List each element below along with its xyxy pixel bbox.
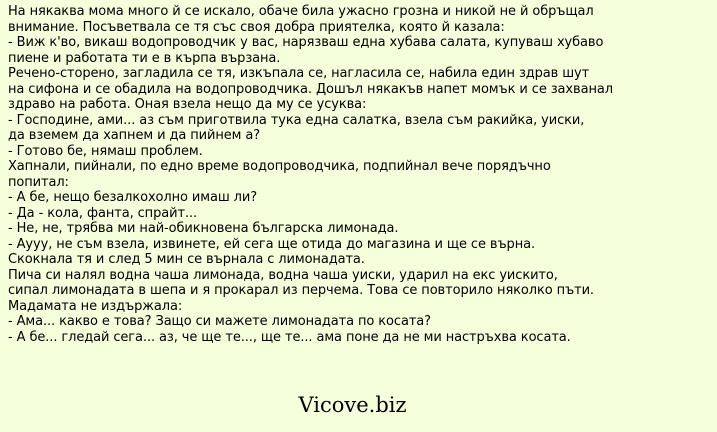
joke-line: Мадамата не издържала: [8, 298, 183, 314]
joke-line: - Да - кола, фанта, спрайт... [8, 205, 198, 221]
joke-line: внимание. Посъветвала се тя със своя добра приятелка, която й казала: [8, 19, 505, 35]
joke-line: - А бе, нещо безалкохолно имаш ли? [8, 190, 258, 205]
joke-line: сипал лимонадата в шепа и я прокарал из перчема. Това се повторило няколко пъти. [8, 283, 594, 298]
joke-line: да вземем да хапнем и да пийнем а? [8, 128, 261, 143]
joke-line: На някаква мома много й се искало, обаче била ужасно грозна и никой не й обръщал [8, 4, 594, 19]
joke-line: Речено-сторено, загладила се тя, изкъпала се, нагласила се, набила един здрав шут [8, 66, 590, 81]
joke-line: - А бе... гледай сега... аз, че ще те..., ще те... ама поне да не ми настръхва косата. [8, 329, 571, 345]
joke-line: - Ама... какво е това? Защо си мажете лимонадата по косата? [8, 314, 431, 329]
joke-line: попитал: [8, 174, 69, 190]
joke-line: Пича си налял водна чаша лимонада, водна чаша уиски, ударил на екс уискито, [8, 267, 558, 283]
joke-line: на сифона и се обадила на водопроводчика. Дошъл някакъв напет момък и се захванал [8, 81, 613, 97]
joke-line: - Не, не, трябва ми най-обикновена българска лимонада. [8, 221, 399, 236]
joke-line: пиене и работата ти е в кърпа вързана. [8, 50, 281, 66]
joke-text [8, 4, 713, 345]
joke-line: Скокнала тя и след 5 мин се върнала с лимонадата. [8, 252, 365, 267]
site-name: Vicove.biz [298, 393, 407, 417]
joke-line: Хапнали, пийнали, по едно време водопроводчика, подпийнал вече порядъчно [8, 159, 551, 174]
joke-line: здраво на работа. Оная взела нещо да му се усуква: [8, 97, 367, 112]
joke-line: - Виж к'во, викаш водопроводчик у вас, нарязваш една хубава салата, купуваш хубаво [8, 35, 604, 50]
joke-line: - Господине, ами... аз съм приготвила тука една салатка, взела съм ракийка, уиски, [8, 112, 585, 128]
joke-line: - Аууу, не съм взела, извинете, ей сега ще отида до магазина и ще се върна. [8, 236, 536, 252]
joke-line: - Готово бе, нямаш проблем. [8, 143, 203, 159]
